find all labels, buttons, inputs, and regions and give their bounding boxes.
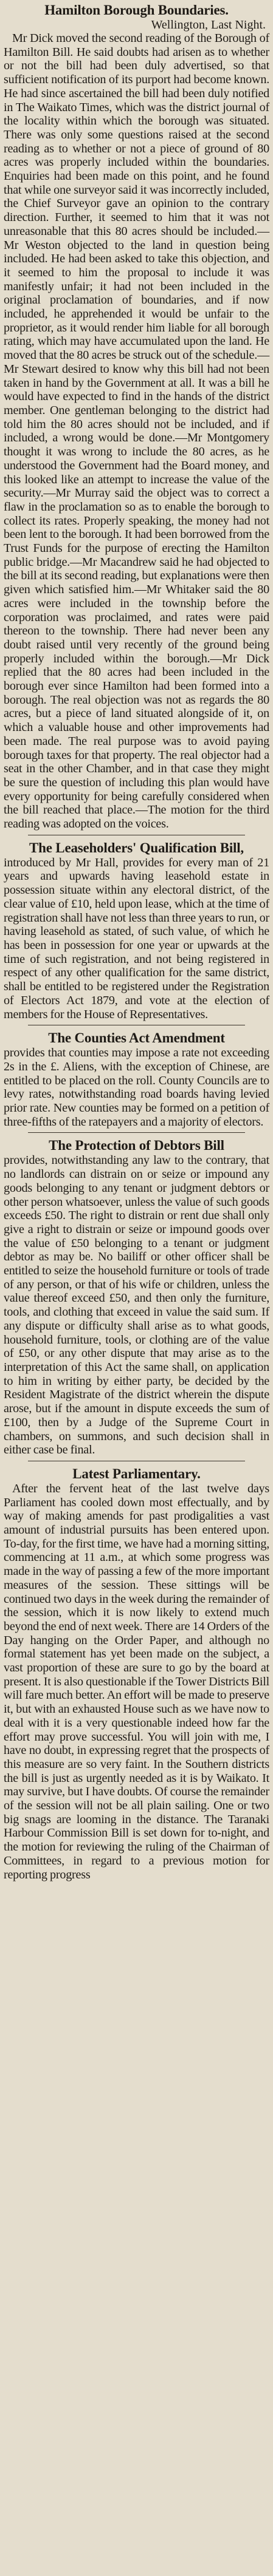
article-paragraph: provides that counties may impose a rate not exceeding 2s in the £. Aliens, with the exception of Chinese, are entitled to be placed on the roll. County Councils are to levy rates, notwithstanding road boards having levied prior rate. New counties may be formed on a petition of three-fifths of the ratepayers and a majority of electors. [4,1046,269,1129]
article-hamilton-borough [4,0,269,831]
article-paragraph: provides, notwithstanding any law to the contrary, that no landlords can distrain on or seize or impound any goods belonging to any tenant or judgment debtors or other person whatsoever, unless the value of such goods exceeds £50. The right to distrain or rent due shall only give a right to distrain or seize or impound goods over the value of £50 belonging to a tenant or judgment debtor as may be. No bailiff or other officer shall be entitled to seize the household furniture or tools of trade of any person, or that of his wife or children, unless the value thereof exceed £50, and then only the furniture, tools, and clothing that exceed in value the said sum. If any dispute or difficulty shall arise as to what goods, household furniture, tools, or clothing are of the value of £50, or any other dispute that may arise as to the interpretation of this Act the same shall, on application to him in writing by either party, be decided by the Resident Magistrate of the district wherein the dispute arose, but if the amount in dispute exceeds the sum of £100, then by a Judge of the Supreme Court in chambers, on summons, and such decision shall in either case be final. [4,1154,269,1457]
dateline: Wellington, Last Night. [151,18,266,32]
article-paragraph: Mr Dick moved the second reading of the Borough of Hamilton Bill. He said doubts had arisen as to whether or not the bill had been duly advertised, so that sufficient notification of its purport had become known. He had since ascertained the bill had been duly notified in The Waikato Times, which was the district journal of the locality within which the borough was situated. There was only some questions raised at the second reading as to whether or not a piece of ground of 80 acres was properly included within the boundaries. Enquiries had been made on this point, and he found that while one surveyor said it was incorrectly included, the Chief Surveyor gave an opinion to the contrary direction. Further, it seemed to him that it was not unreasonable that this 80 acres should be included.—Mr Weston objected to the land in question being included. He had been asked to take this objection, and it seemed to him the proposal to include it was manifestly unfair; it had not been included in the original proclamation of boundaries, and if now included, he apprehended it would be unfair to the proprietor, as it would render him liable for all borough rating, which may have accumulated upon the land. He moved that the 80 acres be struck out of the schedule.—Mr Stewart desired to know why this bill had not been taken in hand by the Government at all. It was a bill he would have expected to find in the hands of the district member. One gentleman belonging to the district had told him the 80 acres should not be included, and if included, a wrong would be done.—Mr Montgomery thought it was wrong to include the 80 acres, as he understood the Government had the Board money, and this looked like an attempt to increase the value of the security.—Mr Murray said the object was to correct a flaw in the proclamation so as to enable the borough to collect its rates. Properly speaking, the money had not been lent to the borough. It had been borrowed from the Trust Funds for the purpose of erecting the Hamilton public bridge.—Mr Macandrew said he had objected to the bill at its second reading, but explanations were then given which satisfied him.—Mr Whitaker said the 80 acres were included in the township before the corporation was proclaimed, and rates were paid thereon to the township. There had never been any doubt raised until very recently of the ground being properly included within the borough.—Mr Dick replied that the 80 acres had been included in the borough ever since Hamilton had been formed into a borough. The real objection was not as regards the 80 acres, but a piece of land situated alongside of it, on which a valuable house and other improvements had been made. The real purpose was to avoid paying borough taxes for that property. The real objector had a seat in the other Chamber, and in that case they might be sure the question of including this plan would have every opportunity for being carefully considered when the bill reached that place.—The motion for the third reading was adopted on the voices. [4,32,269,831]
article-counties-act [4,1028,269,1129]
article-title: The Leaseholders' Qualification Bill, [29,840,244,855]
article-leaseholders-bill [4,838,269,1021]
article-paragraph: introduced by Mr Hall, provides for every man of 21 years and upwards having leasehold estate in possession situate within any electoral district, of the clear value of £10, held upon lease, which at the time of registration shall have not less than three years to run, or having leasehold as stated, of such value, of which he has been in possession for one year or upwards at the time of such registration, and not being registered in respect of any other qualification for the same district, shall be entitled to be registered under the Registration of Electors Act 1879, and vote at the election of members for the House of Representatives. [4,855,269,1021]
article-title: Latest Parliamentary. [72,1466,201,1481]
article-paragraph: After the fervent heat of the last twelve days Parliament has cooled down most effectually, and by way of making amends for past prodigalities a vast amount of industrial pursuits has been entered upon. To-day, for the first time, we have had a morning sitting, commencing at 11 a.m., at which some progress was made in the way of passing a few of the more important measures of the session. These sittings will be continued two days in the week during the remainder of the session, which it is now likely to extend much beyond the end of next week. There are 14 Orders of the Day hanging on the Order Paper, and although no formal statement has yet been made on the subject, a vast proportion of these are sure to go by the board at present. It is also questionable if the Tower Districts Bill will fare much better. An effort will be made to preserve it, but with an exhausted House such as we have now to deal with it is a very questionable indeed how far the effort may prove successful. You will join with me, I have no doubt, in expressing regret that the prospects of this measure are so very faint. In the Southern districts the bill is just as urgently needed as it is by Waikato. It may survive, but I have doubts. Of course the remainder of the session will not be all plain sailing. One or two big snags are looming in the distance. The Taranaki Harbour Commission Bill is set down for to-night, and the motion for reviewing the ruling of the Chairman of Committees, in regard to a previous motion for reporting progress [4,1481,269,1881]
article-title: Hamilton Borough Boundaries. [44,2,229,18]
article-debtors-bill [4,1135,269,1456]
article-title: The Counties Act Amendment [48,1030,225,1046]
section-divider [28,1132,245,1133]
article-latest-parliamentary [4,1464,269,1881]
article-title: The Protection of Debtors Bill [49,1138,224,1154]
